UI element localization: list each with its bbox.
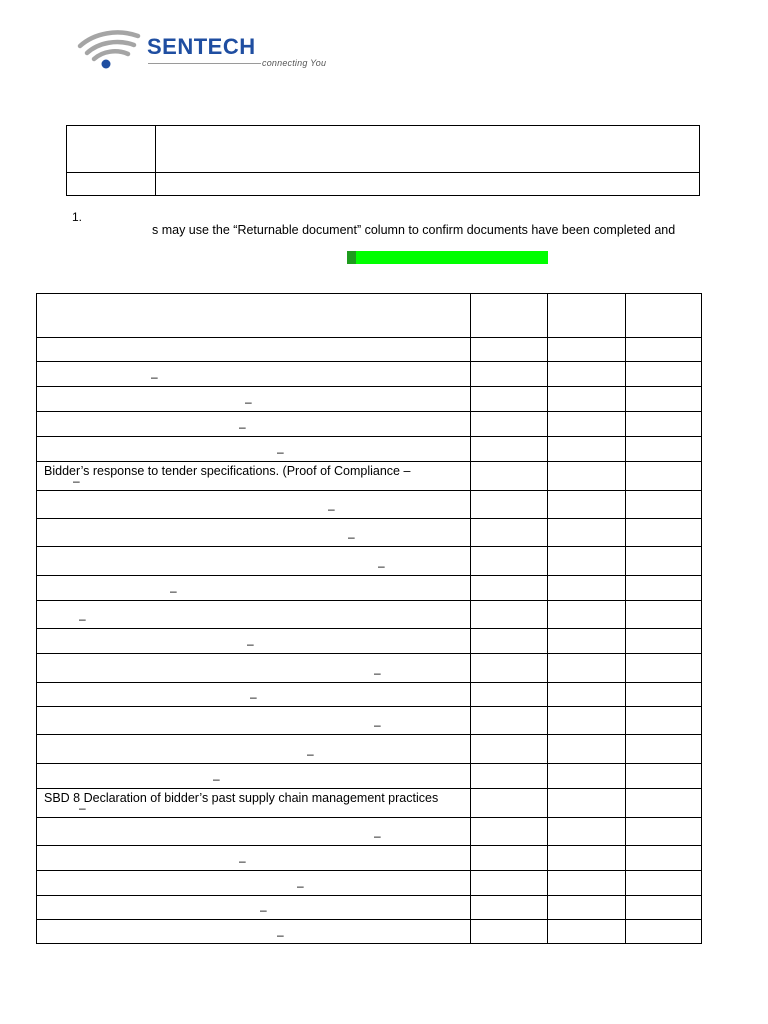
table-row-label: SBD 8 Declaration of bidder’s past supply chain management practices — [44, 791, 439, 805]
row-divider — [37, 788, 701, 789]
row-divider — [37, 845, 701, 846]
row-divider — [37, 411, 701, 412]
table-row-dash: – — [297, 879, 304, 893]
instruction-text: s may use the “Returnable document” column to confirm documents have been completed and — [152, 223, 676, 237]
row-divider — [37, 763, 701, 764]
row-divider — [37, 628, 701, 629]
row-divider — [37, 600, 701, 601]
row-divider — [37, 518, 701, 519]
table-row-dash: – — [374, 666, 381, 680]
table-row-dash: – — [260, 903, 267, 917]
header-column-divider — [155, 126, 156, 195]
row-divider — [37, 461, 701, 462]
table-row-dash: – — [307, 747, 314, 761]
table-row-dash: – — [247, 637, 254, 651]
row-divider — [37, 734, 701, 735]
logo-wordmark: SENTECH — [147, 34, 256, 59]
table-row-dash: – — [348, 530, 355, 544]
row-divider — [37, 870, 701, 871]
row-divider — [37, 817, 701, 818]
row-divider — [37, 575, 701, 576]
table-row-dash: – — [374, 718, 381, 732]
table-row-dash: – — [277, 928, 284, 942]
table-row-dash: – — [79, 612, 86, 626]
table-row-dash: – — [328, 502, 335, 516]
row-divider — [37, 436, 701, 437]
table-row-dash: – — [73, 474, 80, 488]
row-divider — [37, 653, 701, 654]
table-row-dash: – — [277, 445, 284, 459]
section-number: 1. — [72, 210, 83, 224]
row-divider — [37, 919, 701, 920]
table-row-label: Bidder’s response to tender specifications. (Proof of Compliance – — [44, 464, 411, 478]
row-divider — [37, 895, 701, 896]
row-divider — [37, 682, 701, 683]
header-row-divider — [67, 172, 699, 173]
logo-tagline: connecting You — [262, 58, 327, 68]
table-row-dash: – — [79, 801, 86, 815]
row-divider — [37, 490, 701, 491]
returnable-documents-table — [36, 293, 702, 944]
highlight-marker — [356, 251, 548, 264]
table-row-dash: – — [245, 395, 252, 409]
highlight-marker-dark — [347, 251, 356, 264]
table-row-dash: – — [151, 370, 158, 384]
table-row-dash: – — [239, 420, 246, 434]
table-row-dash: – — [213, 772, 220, 786]
row-divider — [37, 706, 701, 707]
row-divider — [37, 386, 701, 387]
row-divider — [37, 361, 701, 362]
table-row-dash: – — [170, 584, 177, 598]
table-row-dash: – — [374, 829, 381, 843]
row-divider — [37, 546, 701, 547]
table-row-dash: – — [378, 559, 385, 573]
row-divider — [37, 337, 701, 338]
table-row-dash: – — [250, 690, 257, 704]
table-row-dash: – — [239, 854, 246, 868]
document-header-table — [66, 125, 700, 196]
logo-divider — [148, 63, 261, 64]
